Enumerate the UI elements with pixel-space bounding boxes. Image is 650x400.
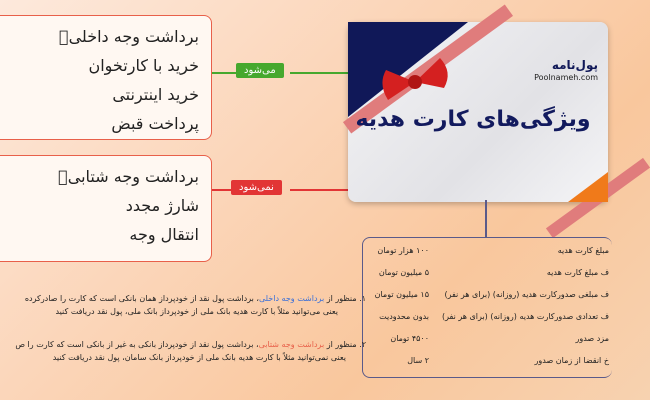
row-value: ۱۰۰ هزار تومان xyxy=(377,246,429,255)
table-row xyxy=(369,268,609,280)
note-text: ، برداشت پول نقد از خودپرداز بانکی به غیر از بانکی است که کارت را ص xyxy=(15,340,259,349)
footnote-1 xyxy=(0,292,366,318)
row-key: ف مبلغ کارت هدیه xyxy=(546,268,609,277)
gift-card-banner xyxy=(348,22,608,202)
connector xyxy=(485,200,487,237)
row-value: بدون محدودیت xyxy=(379,312,429,321)
cannot-list xyxy=(0,155,212,262)
table-row xyxy=(369,246,609,258)
card-title: ویژگی‌های کارت هدیه xyxy=(355,107,591,132)
note-prefix: ۱. منظور از xyxy=(324,294,366,303)
cannot-item: برداشت وجه شتابیۨ xyxy=(58,167,199,186)
can-item: خرید با کارتخوان xyxy=(88,56,199,75)
row-key: مبلغ کارت هدیه xyxy=(557,246,609,255)
note-text: ، برداشت پول نقد از خودپرداز همان بانکی است که کارت را صادرکرده xyxy=(24,294,259,303)
logo xyxy=(534,58,598,82)
logo-text: پول‌نامه xyxy=(551,58,598,72)
table-row xyxy=(369,356,609,368)
row-key: ف تعدادی صدورکارت هدیه (روزانه) (برای هر نفر) xyxy=(442,312,609,321)
note-prefix: ۲. منظور از xyxy=(324,340,366,349)
table-row xyxy=(369,290,609,302)
cannot-item: شارژ مجدد xyxy=(125,196,199,215)
note-line2: یعنی می‌توانید مثلاً با کارت هدیه بانک ملی از خودپرداز بانک ملی، پول نقد دریافت کنید xyxy=(55,307,338,316)
cannot-label: نمی‌شود xyxy=(231,180,282,195)
can-item: خرید اینترنتی xyxy=(112,85,199,104)
logo-url: Poolnameh.com xyxy=(534,73,598,82)
connector xyxy=(290,72,348,74)
row-value: ۴۵۰۰ تومان xyxy=(390,334,429,343)
row-key: خ انقضا از زمان صدور xyxy=(534,356,609,365)
can-label: می‌شود xyxy=(236,63,284,78)
table-row xyxy=(369,334,609,346)
note-line2: یعنی نمی‌توانید مثلاً با کارت هدیه بانک ملی از خودپرداز بانک سامان، پول نقد دریافت کنید xyxy=(52,353,346,362)
orange-corner xyxy=(568,172,608,202)
note-highlight: برداشت وجه داخلی xyxy=(258,294,325,303)
connector xyxy=(290,189,348,191)
cannot-item: انتقال وجه xyxy=(129,225,199,244)
features-table xyxy=(362,237,612,378)
footnote-2 xyxy=(0,338,366,364)
row-value: ۱۵ میلیون تومان xyxy=(374,290,429,299)
row-value: ۲ سال xyxy=(407,356,429,365)
row-value: ۵ میلیون تومان xyxy=(378,268,429,277)
row-key: مزد صدور xyxy=(575,334,609,343)
row-key: ف مبلغی صدورکارت هدیه (روزانه) (برای هر نفر) xyxy=(444,290,609,299)
table-row xyxy=(369,312,609,324)
connector xyxy=(212,189,232,191)
can-item: پرداخت قبض xyxy=(111,114,199,133)
bow-icon xyxy=(378,52,453,112)
note-highlight: برداشت وجه شتابی xyxy=(258,340,325,349)
can-list xyxy=(0,15,212,140)
connector xyxy=(212,72,236,74)
can-item: برداشت وجه داخلیۨ xyxy=(58,27,199,46)
